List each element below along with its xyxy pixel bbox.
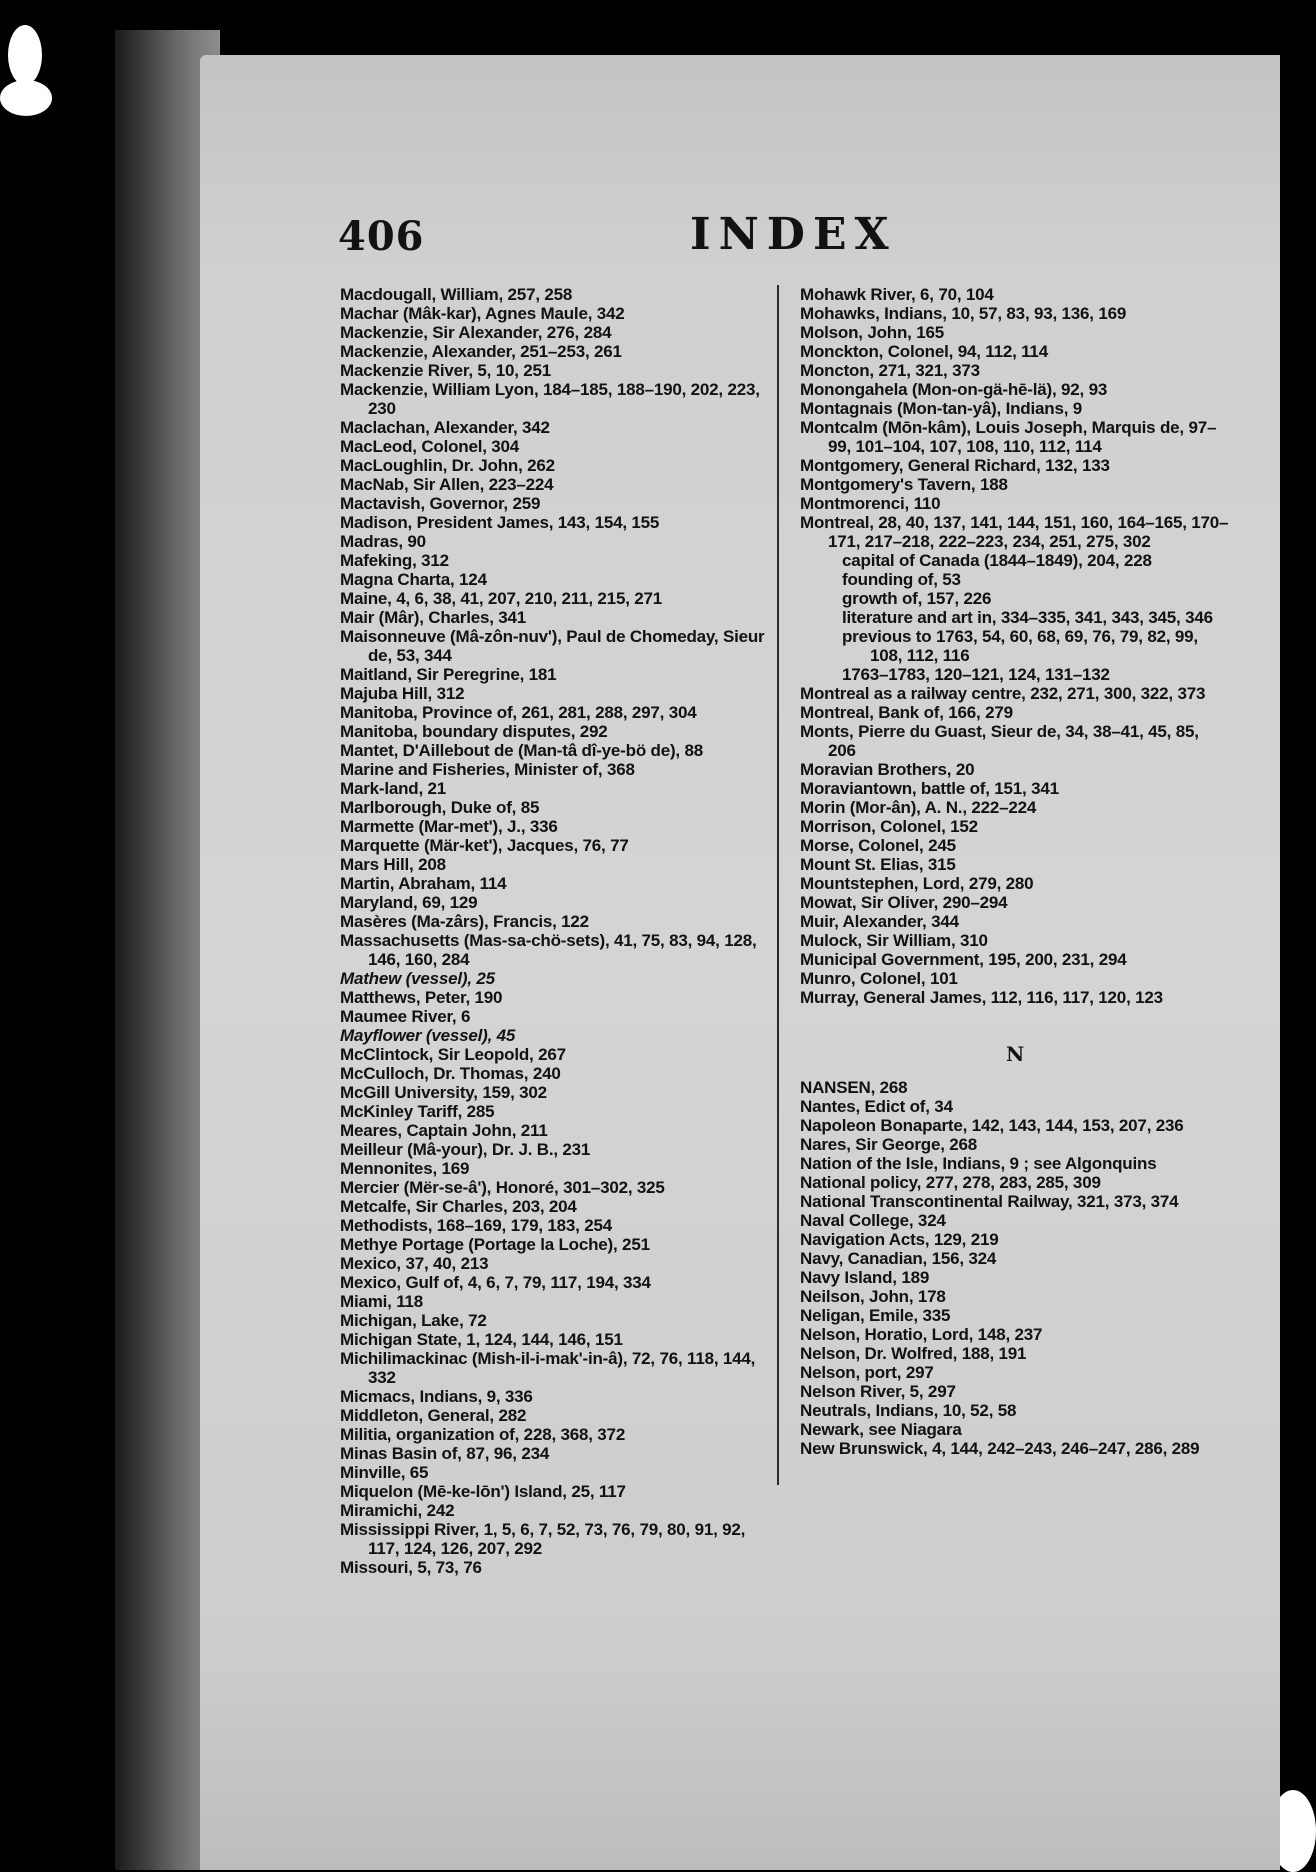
- index-entry: Morrison, Colonel, 152: [800, 817, 978, 836]
- index-entry: Michigan, Lake, 72: [340, 1311, 487, 1330]
- index-entry: Marine and Fisheries, Minister of, 368: [340, 760, 635, 779]
- index-entry: New Brunswick, 4, 144, 242–243, 246–247, 286, 289: [800, 1439, 1200, 1458]
- index-entry: Murray, General James, 112, 116, 117, 120, 123: [800, 988, 1163, 1007]
- index-entry: Methodists, 168–169, 179, 183, 254: [340, 1216, 612, 1235]
- index-entry: Mayflower (vessel), 45: [340, 1026, 516, 1045]
- index-entry: Meares, Captain John, 211: [340, 1121, 548, 1140]
- index-entry: Methye Portage (Portage la Loche), 251: [340, 1235, 650, 1254]
- index-entry: Mantet, D'Aillebout de (Man-tâ dî-ye-bö de), 88: [340, 741, 703, 760]
- index-entry: Minas Basin of, 87, 96, 234: [340, 1444, 550, 1463]
- index-entry: Maryland, 69, 129: [340, 893, 478, 912]
- index-entry: Neutrals, Indians, 10, 52, 58: [800, 1401, 1017, 1420]
- index-entry: McClintock, Sir Leopold, 267: [340, 1045, 566, 1064]
- index-entry: Meilleur (Mâ-your), Dr. J. B., 231: [340, 1140, 591, 1159]
- index-entry: Maitland, Sir Peregrine, 181: [340, 665, 557, 684]
- index-entry: Marquette (Mär-ket'), Jacques, 76, 77: [340, 836, 629, 855]
- index-entry: Manitoba, boundary disputes, 292: [340, 722, 608, 741]
- index-entry: Moraviantown, battle of, 151, 341: [800, 779, 1059, 798]
- index-entry: Newark, see Niagara: [800, 1420, 962, 1439]
- index-entry: Missouri, 5, 73, 76: [340, 1558, 482, 1577]
- index-entry: Mowat, Sir Oliver, 290–294: [800, 893, 1008, 912]
- scan-artifact: [0, 80, 52, 116]
- index-entry: McCulloch, Dr. Thomas, 240: [340, 1064, 561, 1083]
- index-subentry: founding of, 53: [842, 570, 961, 589]
- index-entry: Nelson, port, 297: [800, 1363, 934, 1382]
- index-column-right: [800, 285, 1230, 1458]
- index-entry: Moncton, 271, 321, 373: [800, 361, 980, 380]
- index-entry: Mexico, 37, 40, 213: [340, 1254, 489, 1273]
- index-subentry: capital of Canada (1844–1849), 204, 228: [842, 551, 1152, 570]
- index-entry: Montreal, Bank of, 166, 279: [800, 703, 1013, 722]
- index-entry: Middleton, General, 282: [340, 1406, 527, 1425]
- index-entry: Madras, 90: [340, 532, 426, 551]
- scan-artifact: [8, 25, 42, 85]
- index-entry: NANSEN, 268: [800, 1078, 908, 1097]
- index-entry: MacLeod, Colonel, 304: [340, 437, 520, 456]
- index-entry: Mactavish, Governor, 259: [340, 494, 541, 513]
- index-entry: Navy, Canadian, 156, 324: [800, 1249, 997, 1268]
- index-entry: Moravian Brothers, 20: [800, 760, 975, 779]
- index-entry: Municipal Government, 195, 200, 231, 294: [800, 950, 1127, 969]
- index-entry: Nelson, Horatio, Lord, 148, 237: [800, 1325, 1043, 1344]
- index-entry: McKinley Tariff, 285: [340, 1102, 495, 1121]
- index-entry: Maumee River, 6: [340, 1007, 471, 1026]
- page-title: INDEX: [690, 209, 897, 260]
- page-number: 406: [338, 213, 425, 260]
- index-entry: Macdougall, William, 257, 258: [340, 285, 573, 304]
- index-entry: Machar (Mâk-kar), Agnes Maule, 342: [340, 304, 625, 323]
- index-entry: National Transcontinental Railway, 321, 373, 374: [800, 1192, 1179, 1211]
- index-entry: Montagnais (Mon-tan-yâ), Indians, 9: [800, 399, 1083, 418]
- index-subentry: 1763–1783, 120–121, 124, 131–132: [842, 665, 1110, 684]
- index-entry: Montmorenci, 110: [800, 494, 941, 513]
- index-column-left: [340, 285, 765, 1577]
- index-subentry: literature and art in, 334–335, 341, 343, 345, 346: [842, 608, 1213, 627]
- index-entry: Mohawk River, 6, 70, 104: [800, 285, 994, 304]
- index-entry: Mafeking, 312: [340, 551, 449, 570]
- index-entry: Metcalfe, Sir Charles, 203, 204: [340, 1197, 577, 1216]
- index-entry: Montgomery, General Richard, 132, 133: [800, 456, 1110, 475]
- index-entry: Montreal as a railway centre, 232, 271, 300, 322, 373: [800, 684, 1206, 703]
- index-entry: Miquelon (Mē-ke-lōn') Island, 25, 117: [340, 1482, 626, 1501]
- index-entry: Mexico, Gulf of, 4, 6, 7, 79, 117, 194, 334: [340, 1273, 651, 1292]
- index-entry: Martin, Abraham, 114: [340, 874, 507, 893]
- index-entry: Madison, President James, 143, 154, 155: [340, 513, 660, 532]
- index-entry: Monongahela (Mon-on-gä-hē-lä), 92, 93: [800, 380, 1108, 399]
- index-entry: Morse, Colonel, 245: [800, 836, 956, 855]
- section-letter: N: [1005, 1042, 1025, 1066]
- index-entry: Militia, organization of, 228, 368, 372: [340, 1425, 626, 1444]
- index-entry: Mars Hill, 208: [340, 855, 446, 874]
- index-entry: Miramichi, 242: [340, 1501, 455, 1520]
- index-entry: Magna Charta, 124: [340, 570, 487, 589]
- index-entry: Mohawks, Indians, 10, 57, 83, 93, 136, 169: [800, 304, 1127, 323]
- index-entry: Montgomery's Tavern, 188: [800, 475, 1008, 494]
- index-entry: Nelson River, 5, 297: [800, 1382, 956, 1401]
- index-entry: Michigan State, 1, 124, 144, 146, 151: [340, 1330, 623, 1349]
- index-entry: Mountstephen, Lord, 279, 280: [800, 874, 1034, 893]
- index-entry: Mercier (Mër-se-â'), Honoré, 301–302, 325: [340, 1178, 665, 1197]
- index-entry: MacNab, Sir Allen, 223–224: [340, 475, 554, 494]
- index-entry: Massachusetts (Mas-sa-chö-sets), 41, 75, 83, 94, 128, 146, 160, 284: [340, 931, 757, 969]
- index-entry: Maine, 4, 6, 38, 41, 207, 210, 211, 215, 271: [340, 589, 663, 608]
- index-entry: Mair (Mâr), Charles, 341: [340, 608, 527, 627]
- index-entry: Maclachan, Alexander, 342: [340, 418, 550, 437]
- index-entry: Mississippi River, 1, 5, 6, 7, 52, 73, 76, 79, 80, 91, 92, 117, 124, 126, 207, 292: [340, 1520, 746, 1558]
- index-entry: Mackenzie, William Lyon, 184–185, 188–190, 202, 223, 230: [340, 380, 760, 418]
- index-entry: Neligan, Emile, 335: [800, 1306, 951, 1325]
- index-entry: Napoleon Bonaparte, 142, 143, 144, 153, 207, 236: [800, 1116, 1184, 1135]
- index-entry: Munro, Colonel, 101: [800, 969, 958, 988]
- index-entry: Monckton, Colonel, 94, 112, 114: [800, 342, 1048, 361]
- index-entry: Naval College, 324: [800, 1211, 946, 1230]
- index-entry: Morin (Mor-ân), A. N., 222–224: [800, 798, 1037, 817]
- index-entry: Monts, Pierre du Guast, Sieur de, 34, 38–41, 45, 85, 206: [800, 722, 1199, 760]
- index-entry: Montreal, 28, 40, 137, 141, 144, 151, 160, 164–165, 170–171, 217–218, 222–223, 234, 251, 275, 302: [800, 513, 1229, 551]
- index-entry: Matthews, Peter, 190: [340, 988, 503, 1007]
- index-entry: Neilson, John, 178: [800, 1287, 946, 1306]
- index-entry: Marmette (Mar-met'), J., 336: [340, 817, 558, 836]
- index-entry: MacLoughlin, Dr. John, 262: [340, 456, 555, 475]
- index-entry: Manitoba, Province of, 261, 281, 288, 297, 304: [340, 703, 697, 722]
- column-divider: [777, 285, 779, 1485]
- index-entry: Mackenzie, Alexander, 251–253, 261: [340, 342, 622, 361]
- index-entry: Navigation Acts, 129, 219: [800, 1230, 999, 1249]
- index-entry: Navy Island, 189: [800, 1268, 930, 1287]
- index-entry: National policy, 277, 278, 283, 285, 309: [800, 1173, 1101, 1192]
- index-subentry: growth of, 157, 226: [842, 589, 992, 608]
- index-entry: Marlborough, Duke of, 85: [340, 798, 540, 817]
- index-entry: Montcalm (Mōn-kâm), Louis Joseph, Marquis de, 97–99, 101–104, 107, 108, 110, 112, 114: [800, 418, 1217, 456]
- index-entry: Nantes, Edict of, 34: [800, 1097, 953, 1116]
- index-entry: Molson, John, 165: [800, 323, 944, 342]
- index-entry: Miami, 118: [340, 1292, 424, 1311]
- index-entry: Nation of the Isle, Indians, 9 ; see Algonquins: [800, 1154, 1157, 1173]
- index-entry: Masères (Ma-zârs), Francis, 122: [340, 912, 589, 931]
- index-subentry: previous to 1763, 54, 60, 68, 69, 76, 79, 82, 99, 108, 112, 116: [842, 627, 1198, 665]
- index-entry: Muir, Alexander, 344: [800, 912, 959, 931]
- index-entry: Mount St. Elias, 315: [800, 855, 956, 874]
- index-entry: Mathew (vessel), 25: [340, 969, 495, 988]
- index-entry: Mark-land, 21: [340, 779, 447, 798]
- index-entry: Micmacs, Indians, 9, 336: [340, 1387, 533, 1406]
- index-entry: McGill University, 159, 302: [340, 1083, 547, 1102]
- index-entry: Mackenzie, Sir Alexander, 276, 284: [340, 323, 612, 342]
- index-entry: Nelson, Dr. Wolfred, 188, 191: [800, 1344, 1027, 1363]
- index-entry: Michilimackinac (Mish-il-i-mak'-in-â), 72, 76, 118, 144, 332: [340, 1349, 756, 1387]
- index-entry: Mulock, Sir William, 310: [800, 931, 988, 950]
- index-entry: Minville, 65: [340, 1463, 429, 1482]
- index-page: [200, 55, 1280, 1870]
- index-entry: Mennonites, 169: [340, 1159, 470, 1178]
- index-entry: Maisonneuve (Mâ-zôn-nuv'), Paul de Chomeday, Sieur de, 53, 344: [340, 627, 765, 665]
- index-entry: Mackenzie River, 5, 10, 251: [340, 361, 552, 380]
- index-entry: Majuba Hill, 312: [340, 684, 465, 703]
- index-entry: Nares, Sir George, 268: [800, 1135, 978, 1154]
